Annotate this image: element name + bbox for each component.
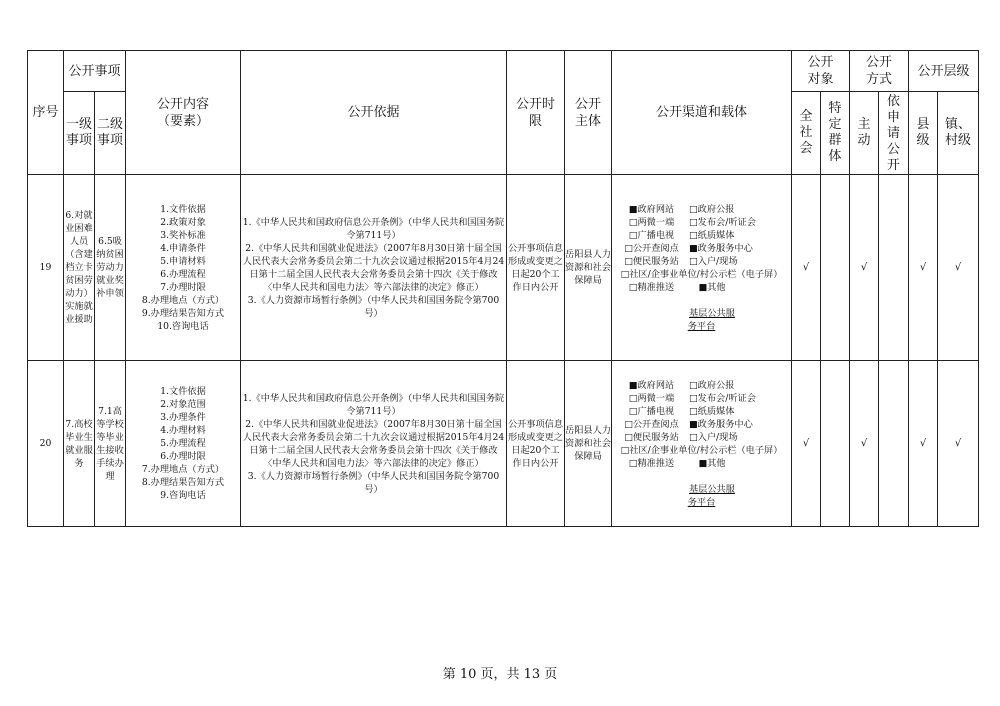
row-content xyxy=(126,361,241,527)
row-county: √ xyxy=(909,175,938,361)
header-active: 主动 xyxy=(850,92,879,175)
disclosure-table xyxy=(27,50,979,527)
channel-option: □广播电视 xyxy=(628,229,675,241)
row-active: √ xyxy=(850,175,879,361)
header-town: 镇、村级 xyxy=(938,92,979,175)
table-row xyxy=(28,361,979,527)
row-level2: 6.5吸纳贫困劳动力就业奖补申领 xyxy=(95,175,126,361)
row-level1: 7.高校毕业生就业服务 xyxy=(64,361,95,527)
content-item: 7.办理时限 xyxy=(160,281,206,293)
channel-other-text-a: 基层公共服 xyxy=(689,307,735,319)
channel-option: ■政府网站 xyxy=(628,203,675,215)
channel-option: □入户/现场 xyxy=(689,255,738,267)
channel-option: □政府公报 xyxy=(689,379,735,391)
content-item: 8.办理地点（方式） xyxy=(141,294,225,306)
row-time: 公开事项信息形成或变更之日起20个工作日内公开 xyxy=(507,175,565,361)
content-item: 3.奖补标准 xyxy=(160,229,206,241)
header-level-group: 公开层级 xyxy=(909,51,979,92)
channel-option: □发布会/听证会 xyxy=(689,392,756,404)
channel-option: □便民服务站 xyxy=(624,431,679,443)
channel-precise: □精准推送 xyxy=(628,281,675,293)
row-seq: 19 xyxy=(28,175,64,361)
header-all-society: 全社会 xyxy=(792,92,821,175)
header-channel: 公开渠道和载体 xyxy=(612,51,792,175)
row-content xyxy=(126,175,241,361)
header-county: 县级 xyxy=(909,92,938,175)
row-basis xyxy=(241,361,507,527)
header-seq: 序号 xyxy=(28,51,64,175)
content-item: 5.申请材料 xyxy=(160,255,206,267)
channel-option: ■政府网站 xyxy=(628,379,675,391)
row-town: √ xyxy=(938,361,979,527)
channel-option: □广播电视 xyxy=(628,405,675,417)
channel-option: □公开查阅点 xyxy=(624,242,679,254)
content-item: 8.办理结果告知方式 xyxy=(141,477,225,488)
content-item: 2.对象范围 xyxy=(160,399,206,410)
content-item: 6.办理时限 xyxy=(160,451,206,462)
content-item: 3.办理条件 xyxy=(160,412,206,423)
basis-item: 3.《人力资源市场暂行条例》（中华人民共和国国务院令第700号） xyxy=(247,294,500,319)
content-item: 1.文件依据 xyxy=(160,386,206,397)
channel-option: □入户/现场 xyxy=(689,431,738,443)
channel-option: □政府公报 xyxy=(689,203,735,215)
content-item: 1.文件依据 xyxy=(160,203,206,215)
header-subject: 公开主体 xyxy=(565,51,612,175)
row-on-request xyxy=(879,361,909,527)
row-all-society: √ xyxy=(792,361,821,527)
header-on-request: 依申请公开 xyxy=(879,92,909,175)
channel-precise: □精准推送 xyxy=(628,457,675,469)
header-mode-group: 公开方式 xyxy=(850,51,909,92)
row-subject: 岳阳县人力资源和社会保障局 xyxy=(565,361,612,527)
row-subject: 岳阳县人力资源和社会保障局 xyxy=(565,175,612,361)
channel-option: ■政务服务中心 xyxy=(689,418,753,430)
header-target-group: 公开对象 xyxy=(792,51,850,92)
basis-item: 3.《人力资源市场暂行条例》（中华人民共和国国务院令第700号） xyxy=(247,470,500,495)
channel-option: □发布会/听证会 xyxy=(689,216,756,228)
table-row xyxy=(28,175,979,361)
channel-community: □社区/企事业单位/村公示栏（电子屏） xyxy=(620,444,783,456)
row-active: √ xyxy=(850,361,879,527)
channel-option: □纸质媒体 xyxy=(689,229,735,241)
header-basis: 公开依据 xyxy=(241,51,507,175)
channel-option: □便民服务站 xyxy=(624,255,679,267)
row-town: √ xyxy=(938,175,979,361)
basis-item: 2.《中华人民共和国就业促进法》（2007年8月30日第十届全国人民代表大会常务委员会第二十九次会议通过根据2015年4月24日第十二届全国人民代表大会常务委员会第十四次《关于修改〈中华人民共和国电力法〉等六部法律的决定》修正） xyxy=(242,242,505,293)
content-item: 7.办理地点（方式） xyxy=(141,464,225,475)
row-seq: 20 xyxy=(28,361,64,527)
row-on-request xyxy=(879,175,909,361)
channel-other: ■其他 xyxy=(698,281,726,293)
basis-item: 1.《中华人民共和国政府信息公开条例》（中华人民共和国国务院令第711号） xyxy=(242,392,505,417)
channel-option: ■政务服务中心 xyxy=(689,242,753,254)
channel-other: ■其他 xyxy=(698,457,726,469)
page-footer: 第 10 页，共 13 页 xyxy=(442,667,558,682)
content-item: 5.办理流程 xyxy=(160,438,206,449)
row-all-society: √ xyxy=(792,175,821,361)
header-level2: 二级事项 xyxy=(95,92,126,175)
header-specific-group: 特定群体 xyxy=(821,92,850,175)
row-channels xyxy=(612,175,792,361)
row-basis xyxy=(241,175,507,361)
row-time: 公开事项信息形成或变更之日起20个工作日内公开 xyxy=(507,361,565,527)
row-specific-group xyxy=(821,175,850,361)
content-item: 4.申请条件 xyxy=(160,242,206,254)
content-item: 2.政策对象 xyxy=(160,216,206,228)
channel-other-text-b: 务平台 xyxy=(687,320,716,332)
row-county: √ xyxy=(909,361,938,527)
content-item: 9.办理结果告知方式 xyxy=(141,307,225,319)
content-item: 4.办理材料 xyxy=(160,425,206,436)
channel-community: □社区/企事业单位/村公示栏（电子屏） xyxy=(620,268,783,280)
header-time: 公开时限 xyxy=(507,51,565,175)
content-item: 10.咨询电话 xyxy=(157,320,209,332)
channel-option: □两微一端 xyxy=(628,392,675,404)
header-content: 公开内容（要素） xyxy=(126,51,241,175)
row-level1: 6.对就业困难人员（含建档立卡贫困劳动力）实施就业援助 xyxy=(64,175,95,361)
channel-option: □纸质媒体 xyxy=(689,405,735,417)
channel-other-text-a: 基层公共服 xyxy=(689,483,735,495)
channel-option: □公开查阅点 xyxy=(624,418,679,430)
channel-option: □两微一端 xyxy=(628,216,675,228)
row-channels xyxy=(612,361,792,527)
basis-item: 2.《中华人民共和国就业促进法》（2007年8月30日第十届全国人民代表大会常务委员会第二十九次会议通过根据2015年4月24日第十二届全国人民代表大会常务委员会第十四次《关于修改〈中华人民共和国电力法〉等六部法律的决定》修正） xyxy=(242,418,505,469)
header-items-group: 公开事项 xyxy=(64,51,126,92)
channel-other-text-b: 务平台 xyxy=(687,496,716,508)
row-level2: 7.1高等学校等毕业生接收手续办理 xyxy=(95,361,126,527)
content-item: 9.咨询电话 xyxy=(160,490,206,501)
basis-item: 1.《中华人民共和国政府信息公开条例》（中华人民共和国国务院令第711号） xyxy=(242,216,505,241)
row-specific-group xyxy=(821,361,850,527)
content-item: 6.办理流程 xyxy=(160,268,206,280)
header-level1: 一级事项 xyxy=(64,92,95,175)
